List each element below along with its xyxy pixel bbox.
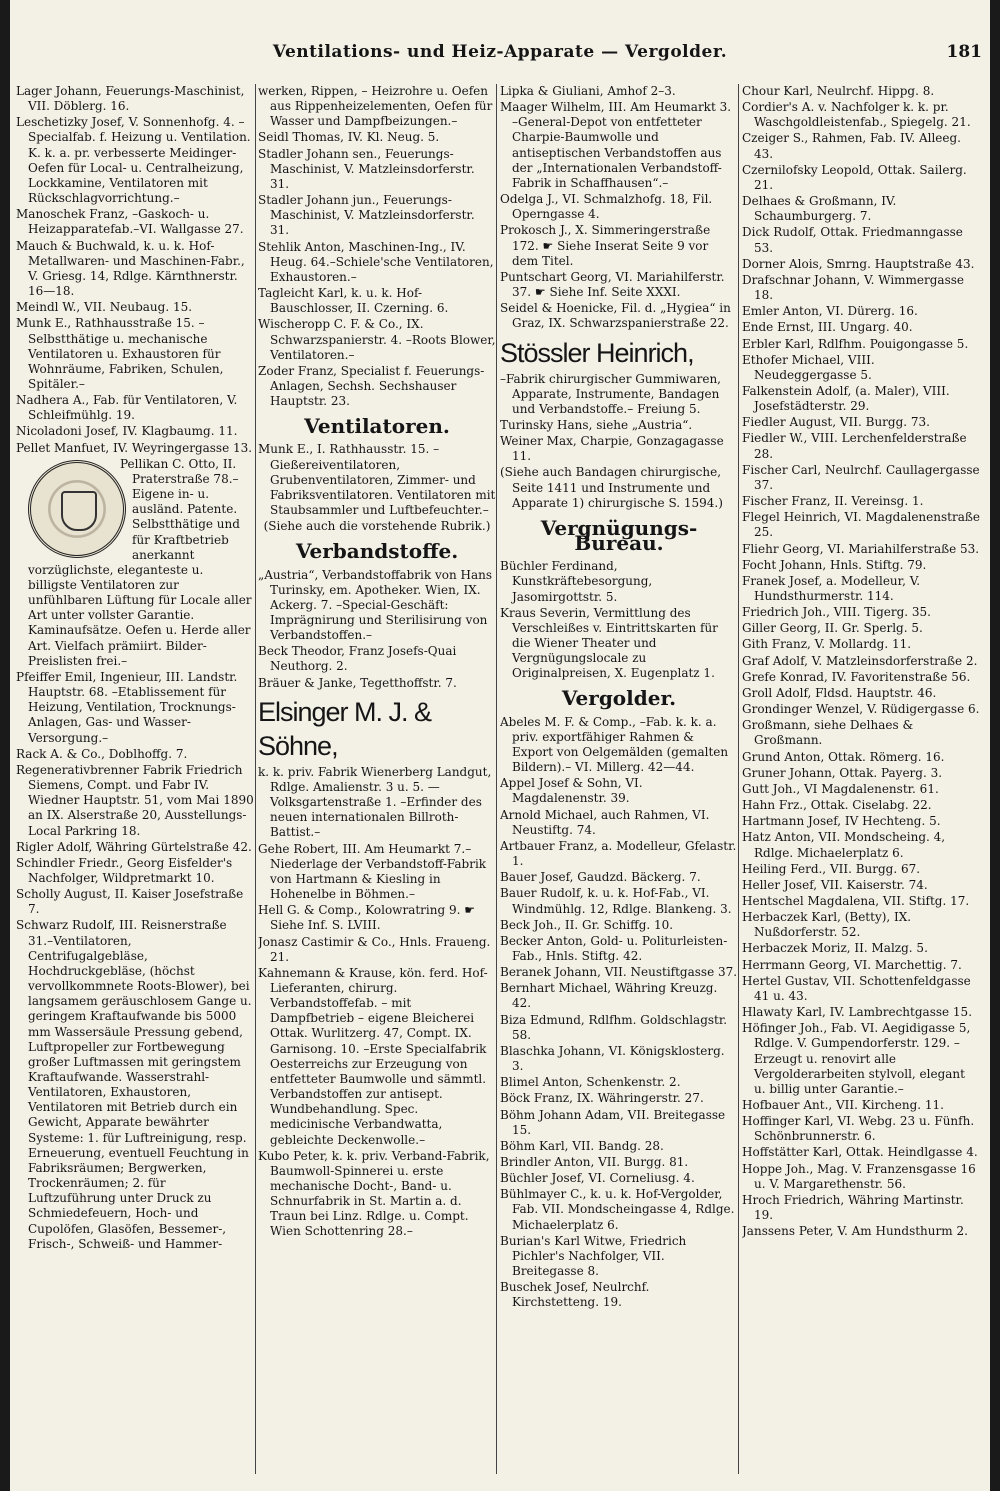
column-divider (738, 84, 739, 1474)
list-item: Scholly August, II. Kaiser Josefstraße 7. (16, 887, 244, 917)
list-item: Gehe Robert, III. Am Heumarkt 7.–Niederlage der Verbandstoff-Fabrik von Hartmann & Kiesling in Hohenelbe in Böhmen.– (258, 841, 487, 902)
display-name: Elsinger M. J. & Söhne, (258, 696, 432, 761)
list-item: Gith Franz, V. Mollardg. 11. (742, 637, 912, 652)
page-number: 181 (946, 42, 982, 62)
list-item: Hertel Gustav, VII. Schottenfeldgasse 41 u. 43. (742, 973, 971, 1003)
list-item: Erbler Karl, Rdlfhm. Pouigongasse 5. (742, 336, 969, 351)
list-item: Abeles M. F. & Comp., –Fab. k. k. a. priv. exportfähiger Rahmen & Export von Oelgemälden (gemalten Bildern).– VI. Millerg. 42—44. (500, 714, 729, 775)
list-item: Leschetizky Josef, V. Sonnenhofg. 4. –Specialfab. f. Heizung u. Ventilation. K. k. a. pr. verbesserte Meidinger-Oefen für Local- u. Centralheizung, Lockkamine, Ventilatoren mit Rückschlagvorrichtung.– (16, 115, 251, 206)
list-item: Groll Adolf, Fldsd. Hauptstr. 46. (742, 685, 937, 700)
list-item: Böhm Johann Adam, VII. Breitegasse 15. (500, 1107, 726, 1137)
list-item: Gutt Joh., VI Magdalenenstr. 61. (742, 781, 939, 796)
list-item: Lager Johann, Feuerungs-Maschinist, VII. Döblerg. 16. (16, 84, 245, 114)
list-item: Friedrich Joh., VIII. Tigerg. 35. (742, 605, 931, 620)
list-item: Rack A. & Co., Doblhoffg. 7. (16, 746, 188, 761)
list-item: Höfinger Joh., Fab. VI. Aegidigasse 5, Rdlge. V. Gumpendorferstr. 129. –Erzeugt u. renovirt alle Vergolderarbeiten stylvoll, elegant u. billig unter Garantie.– (742, 1021, 971, 1096)
list-item: Prokosch J., X. Simmeringerstraße 172. ☛ Siehe Inserat Seite 9 vor dem Titel. (500, 223, 711, 268)
list-item: Franek Josef, a. Modelleur, V. Hundsthurmerstr. 114. (742, 573, 921, 603)
list-item: Dorner Alois, Smrng. Hauptstraße 43. (742, 256, 975, 271)
list-item: Brindler Anton, VII. Burgg. 81. (500, 1155, 689, 1169)
list-item: Pfeiffer Emil, Ingenieur, III. Landstr. Hauptstr. 68. –Etablissement für Heizung, Ventilation, Trocknungs-Anlagen, Gas- und Wasser-Versorgung.– (16, 669, 238, 745)
list-item: Odelga J., VI. Schmalzhofg. 18, Fil. Operngasse 4. (500, 192, 713, 222)
list-item: Herbaczek Karl, (Betty), IX. Nußdorferstr. 52. (742, 910, 912, 940)
list-item: Hoffstätter Karl, Ottak. Heindlgasse 4. (742, 1145, 978, 1160)
list-item: Hahn Frz., Ottak. Ciselabg. 22. (742, 798, 932, 813)
list-item: Nadhera A., Fab. für Ventilatoren, V. Schleifmühlg. 19. (16, 393, 238, 423)
list-item: Heller Josef, VII. Kaiserstr. 74. (742, 877, 928, 892)
section-heading: Ventilatoren. (304, 414, 450, 439)
list-item: Jonasz Castimir & Co., Hnls. Fraueng. 21. (258, 934, 491, 964)
list-item: Cordier's A. v. Nachfolger k. k. pr. Waschgoldleistenfab., Spiegelg. 21. (742, 100, 971, 130)
list-item: Weiner Max, Charpie, Gonzagagasse 11. (500, 434, 724, 464)
list-item: Chour Karl, Neulrchf. Hippg. 8. (742, 84, 935, 98)
list-item: Ende Ernst, III. Ungarg. 40. (742, 320, 913, 335)
list-item: Czernilofsky Leopold, Ottak. Sailerg. 21. (742, 162, 967, 192)
list-item: Pellet Manfuet, IV. Weyringergasse 13. (16, 440, 253, 455)
list-item: Hartmann Josef, IV Hechteng. 5. (742, 814, 941, 829)
list-item: Bauer Rudolf, k. u. k. Hof-Fab., VI. Windmühlg. 12, Rdlge. Blankeng. 3. (500, 886, 732, 916)
list-item: Dick Rudolf, Ottak. Friedmanngasse 53. (742, 225, 963, 255)
list-item: Grondinger Wenzel, V. Rüdigergasse 6. (742, 702, 980, 717)
list-item: Kraus Severin, Vermittlung des Verschleißes v. Eintrittskarten für die Wiener Theater und Vergnügungslocale zu Originalpreisen, X. Eugenplatz 1. (500, 605, 718, 681)
list-item: Kubo Peter, k. k. priv. Verband-Fabrik, Baumwoll-Spinnerei u. erste mechanische Docht-, Band- u. Schnurfabrik in St. Martin a. d. Traun bei Linz. Rdlge. u. Compt. Wien Schottenring 28.– (258, 1148, 490, 1239)
list-item: Stadler Johann sen., Feuerungs-Maschinist, V. Matzleinsdorferstr. 31. (258, 146, 475, 191)
list-item: Hoppe Joh., Mag. V. Franzensgasse 16 u. V. Margarethenstr. 56. (742, 1161, 976, 1191)
list-item: Burian's Karl Witwe, Friedrich Pichler's Nachfolger, VII. Breitegasse 8. (500, 1233, 687, 1279)
column-4 (742, 84, 980, 1479)
list-item: Hroch Friedrich, Währing Martinstr. 19. (742, 1192, 964, 1223)
list-item: Drafschnar Johann, V. Wimmergasse 18. (742, 272, 965, 303)
list-item: Bühlmayer C., k. u. k. Hof-Vergolder, Fab. VII. Mondscheingasse 4, Rdlge. Michaelerplatz 6. (500, 1187, 735, 1232)
list-item: Schwarz Rudolf, III. Reisnerstraße 31.–Ventilatoren, Centrifugalgebläse, Hochdruckgebläse, (höchst vervollkommnete Roots-Blower), bei langsamem geräuschlosem Gange u. geringem Kraftaufwande bis 5000 mm Wassersäule Pressung gebend, Luftpropeller zur Fortbewegung großer Luftmassen mit geringstem Kraftaufwande. Wasserstrahl-Ventilatoren, Exhaustoren, Ventilatoren mit Betrieb durch ein Gewicht, Apparate bewährter Systeme: 1. für Luftreinigung, resp. Erneuerung, eventuell Feuchtung in Fabriksräumen; Bergwerken, Trockenräumen; 2. für Luftzuführung unter Druck zu Schmiedefeuern, Hoch- und Cupolöfen, Glasöfen, Bessemer-, Frisch-, Schweiß- und Hammer- (16, 918, 252, 1251)
section-heading: Vergolder. (561, 686, 677, 711)
section-heading: Verbandstoffe. (295, 539, 459, 564)
list-item: Hofbauer Ant., VII. Kircheng. 11. (742, 1098, 944, 1112)
list-item: Giller Georg, II. Gr. Sperlg. 5. (742, 621, 923, 636)
list-item: Beranek Johann, VII. Neustiftgasse 37. (500, 965, 738, 980)
list-item: werken, Rippen, – Heizrohre u. Oefen aus Rippenheizelementen, Oefen für Wasser und Dampfbeizungen.– (258, 84, 493, 129)
column-3 (500, 84, 738, 1479)
column-divider (496, 84, 497, 1474)
list-item: Grund Anton, Ottak. Römerg. 16. (742, 749, 945, 764)
list-item: Hell G. & Comp., Kolowratring 9. ☛ Siehe Inf. S. LVIII. (258, 903, 475, 933)
list-item: Seidel & Hoenicke, Fil. d. „Hygiea“ in Graz, IX. Schwarzspanierstraße 22. (500, 301, 731, 331)
list-item: Emler Anton, VI. Dürerg. 16. (742, 304, 918, 319)
list-item: Stadler Johann jun., Feuerungs-Maschinist, V. Matzleinsdorferstr. 31. (258, 193, 475, 238)
list-item: Blaschka Johann, VI. Königsklosterg. 3. (500, 1043, 725, 1074)
list-item: Biza Edmund, Rdlfhm. Goldschlagstr. 58. (500, 1012, 728, 1042)
list-item: Büchler Josef, VI. Corneliusg. 4. (500, 1171, 695, 1186)
section-heading: Vergnügungs-Bureau. (540, 515, 698, 556)
list-item: Mauch & Buchwald, k. u. k. Hof-Metallwaren- und Maschinen-Fabr., V. Griesg. 14, Rdlge. Kärnthnerstr. 16—18. (16, 238, 245, 299)
list-item: Lipka & Giuliani, Amhof 2–3. (500, 84, 676, 98)
list-item: „Austria“, Verbandstoffabrik von Hans Turinsky, em. Apotheker. Wien, IX. Ackerg. 7. –Special-Geschäft: Imprägnirung und Sterilisirung von Verbandstoffen.– (258, 567, 493, 643)
list-item: Heiling Ferd., VII. Burgg. 67. (742, 861, 921, 876)
list-item-text: Pellikan C. Otto, II. Praterstraße 78.–Eigene in- u. ausländ. Patente. Selbstthätige und für Kraftbetrieb anerkannt vorzüglichste, eleganteste u. billigste Ventilatoren zur unfühlbaren Lüftung für Locale aller Art unter vollster Garantie. Kaminaufsätze. Oefen u. Herde aller Art. Vielfach prämiirt. Bilder-Preislisten frei.– (28, 456, 252, 668)
list-item: Grefe Konrad, IV. Favoritenstraße 56. (742, 669, 971, 684)
list-item: Kahnemann & Krause, kön. ferd. Hof-Lieferanten, chirurg. Verbandstoffefab. – mit Dampfbetrieb – eigene Bleicherei Ottak. Wurlitzerg. 47, Compt. IX. Garnisong. 10. –Erste Specialfabrik Oesterreichs zur Erzeugung von entfetteter Baumwolle und sämmtl. Verbandstoffen zur antisept. Wundbehandlung. Spec. medicinische Verbandwatta, gebleichte Deckenwolle.– (258, 965, 488, 1147)
scan-border-left (0, 0, 10, 1491)
list-item: Beck Theodor, Franz Josefs-Quai Neuthorg. 2. (258, 644, 457, 674)
list-item: Becker Anton, Gold- u. Politurleisten-Fab., Hnls. Stiftg. 42. (500, 933, 728, 963)
list-item: Hatz Anton, VII. Mondscheing. 4, Rdlge. Michaelerplatz 6. (742, 830, 946, 860)
column-1 (16, 84, 254, 1479)
list-item: Arnold Michael, auch Rahmen, VI. Neustiftg. 74. (500, 807, 710, 837)
list-item: Nicoladoni Josef, IV. Klagbaumg. 11. (16, 424, 238, 439)
emblem-illustration (28, 460, 126, 558)
list-item: Herrmann Georg, VI. Marchettig. 7. (742, 957, 962, 972)
list-item: Manoschek Franz, –Gaskoch- u. Heizapparatefab.–VI. Wallgasse 27. (16, 207, 244, 237)
column-2 (258, 84, 496, 1479)
list-item: Böck Franz, IX. Währingerstr. 27. (500, 1091, 704, 1106)
list-item: Focht Johann, Hnls. Stiftg. 79. (742, 557, 927, 572)
list-item: Delhaes & Großmann, IV. Schaumburgerg. 7. (742, 194, 897, 224)
list-item: k. k. priv. Fabrik Wienerberg Landgut, Rdlge. Amalienstr. 3 u. 5. — Volksgartenstraße 1. –Erfinder des neuen internationalen Billroth-Battist.– (258, 764, 492, 840)
list-item: Büchler Ferdinand, Kunstkräftebesorgung, Jasomirgottstr. 5. (500, 559, 653, 604)
list-item: Blimel Anton, Schenkenstr. 2. (500, 1075, 681, 1090)
list-item (16, 457, 254, 669)
list-item: Herbaczek Moriz, II. Malzg. 5. (742, 941, 928, 956)
list-item: Fliehr Georg, VI. Mariahilferstraße 53. (742, 541, 980, 556)
list-item: Hlawaty Karl, IV. Lambrechtgasse 15. (742, 1005, 973, 1020)
list-item: Puntschart Georg, VI. Mariahilferstr. 37. ☛ Siehe Inf. Seite XXXI. (500, 269, 725, 300)
cross-reference: (Siehe auch Bandagen chirurgische, Seite 1411 und Instrumente und Apparate 1) chirurgische S. 1594.) (500, 465, 723, 510)
list-item: Fischer Franz, II. Vereinsg. 1. (742, 494, 924, 509)
display-name: Stössler Heinrich, (500, 337, 694, 368)
list-item: Bauer Josef, Gaudzd. Bäckerg. 7. (500, 870, 701, 885)
list-item: Hentschel Magdalena, VII. Stiftg. 17. (742, 893, 970, 908)
list-item: Flegel Heinrich, VI. Magdalenenstraße 25. (742, 510, 980, 540)
list-item: Hoffinger Karl, VI. Webg. 23 u. Fünfh. Schönbrunnerstr. 6. (742, 1114, 975, 1144)
list-item: Tagleicht Karl, k. u. k. Hof-Bauschlosser, II. Czerning. 6. (258, 286, 449, 316)
list-item: Munk E., I. Rathhausstr. 15. –Gießereiventilatoren, Grubenventilatoren, Zimmer- und Fabriksventilatoren. Ventilatoren mit Staubsammler und Luftbefeuchter.– (258, 442, 496, 518)
list-item: Turinsky Hans, siehe „Austria“. (500, 417, 693, 432)
list-item: Zoder Franz, Specialist f. Feuerungs-Anlagen, Sechsh. Sechshauser Hauptstr. 23. (258, 363, 485, 409)
list-item: Gruner Johann, Ottak. Payerg. 3. (742, 765, 943, 780)
list-item: Artbauer Franz, a. Modelleur, Gfelastr. 1. (500, 838, 737, 869)
list-item: Appel Josef & Sohn, VI. Magdalenenstr. 39. (500, 776, 643, 806)
list-item: Bräuer & Janke, Tegetthoffstr. 7. (258, 675, 457, 690)
list-item: Bernhart Michael, Währing Kreuzg. 42. (500, 981, 718, 1011)
list-item: Munk E., Rathhausstraße 15. –Selbstthätige u. mechanische Ventilatoren u. Exhaustoren für Wohnräume, Fabriken, Schulen, Spitäler.– (16, 316, 224, 391)
list-item: Graf Adolf, V. Matzleinsdorferstraße 2. (742, 653, 978, 668)
list-item: Fiedler W., VIII. Lerchenfelderstraße 28. (742, 431, 967, 461)
column-divider (255, 84, 256, 1474)
list-item: Czeiger S., Rahmen, Fab. IV. Alleeg. 43. (742, 131, 961, 161)
list-item: Regenerativbrenner Fabrik Friedrich Siemens, Compt. und Fabr IV. Wiedner Hauptstr. 51, vom Mai 1890 an IX. Alserstraße 20, Ausstellungs-Local Parkring 18. (16, 762, 254, 838)
list-item: Schindler Friedr., Georg Eisfelder's Nachfolger, Wildpretmarkt 10. (16, 855, 233, 885)
list-item: Stehlik Anton, Maschinen-Ing., IV. Heug. 64.–Schiele'sche Ventilatoren, Exhaustoren.– (258, 239, 494, 284)
list-item: Ethofer Michael, VIII. Neudeggergasse 5. (742, 352, 875, 382)
list-item: Janssens Peter, V. Am Hundsthurm 2. (742, 1224, 968, 1239)
list-item: Fischer Carl, Neulrchf. Caullagergasse 37. (742, 462, 980, 492)
list-item: Fiedler August, VII. Burgg. 73. (742, 415, 930, 430)
list-item: Falkenstein Adolf, (a. Maler), VIII. Josefstädterstr. 29. (742, 383, 950, 414)
list-item: Wischeropp C. F. & Co., IX. Schwarzspanierstr. 4. –Roots Blower, Ventilatoren.– (258, 317, 496, 362)
list-item: Großmann, siehe Delhaes & Großmann. (742, 718, 914, 748)
list-item: Meindl W., VII. Neubaug. 15. (16, 300, 193, 315)
list-item: Maager Wilhelm, III. Am Heumarkt 3. –General-Depot von entfetteter Charpie-Baumwolle und antiseptischen Verbandstoffen aus der „Internationalen Verbandstoff-Fabrik in Schaffhausen“.– (500, 100, 732, 190)
list-item: Beck Joh., II. Gr. Schiffg. 10. (500, 917, 674, 932)
list-item: Böhm Karl, VII. Bandg. 28. (500, 1138, 664, 1153)
list-item: –Fabrik chirurgischer Gummiwaren, Apparate, Instrumente, Bandagen und Verbandstoffe.– Freiung 5. (500, 371, 721, 416)
list-item: Buschek Josef, Neulrchf. Kirchstetteng. 19. (500, 1280, 650, 1310)
page-header: Ventilations- und Heiz-Apparate — Vergolder. (272, 42, 728, 62)
list-item: Rigler Adolf, Währing Gürtelstraße 42. (16, 839, 252, 854)
list-item: Seidl Thomas, IV. Kl. Neug. 5. (258, 130, 440, 145)
scan-border-right (990, 0, 1000, 1491)
cross-reference: (Siehe auch die vorstehende Rubrik.) (263, 519, 491, 534)
